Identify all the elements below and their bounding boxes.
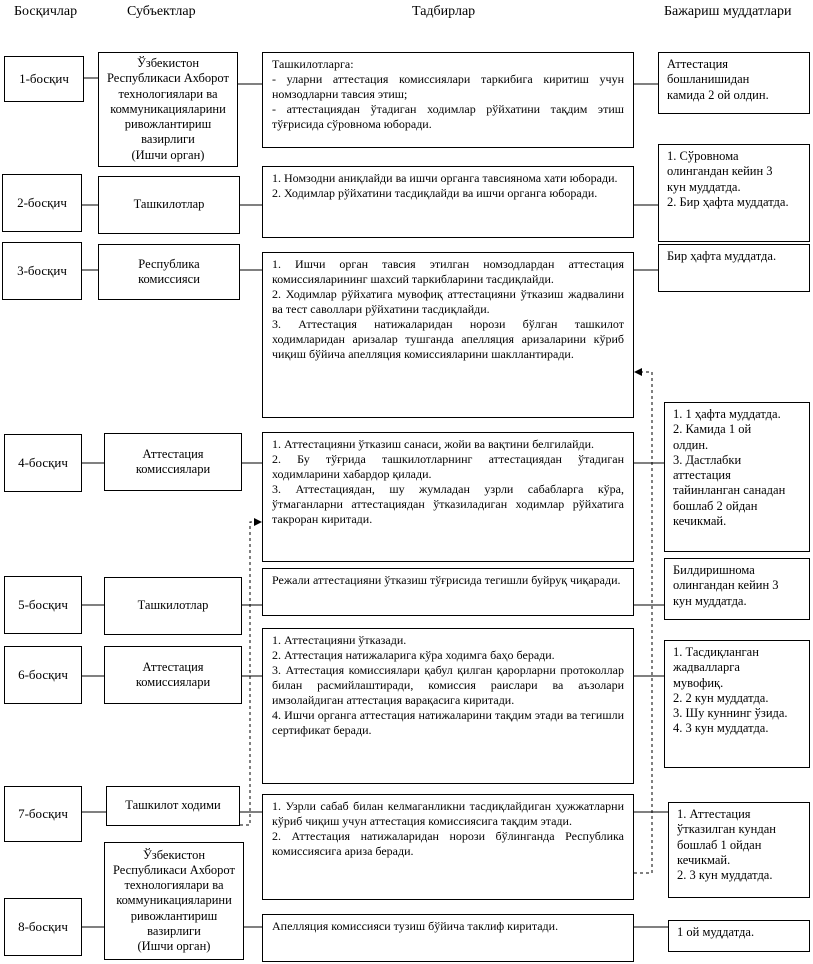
text-line: Аттестация	[142, 659, 204, 674]
stage-3: 3-босқич	[2, 242, 82, 300]
text-line: олингандан кейин 3	[667, 164, 773, 179]
text-line: Аттестация	[142, 446, 204, 461]
text-line: бошлаб 1 ойдан	[677, 837, 762, 852]
stage-2: 2-босқич	[2, 174, 82, 232]
deadline-5	[664, 558, 810, 620]
deadline-7-text	[677, 807, 801, 883]
text-line: Республикаси Ахборот	[107, 71, 229, 86]
text-line: 1. Аттестацияни ўтказади.	[272, 633, 407, 647]
deadline-4-text	[673, 407, 801, 529]
subject-2	[98, 176, 240, 234]
text-line: 1. Сўровнома	[667, 149, 739, 163]
text-line: 2. Бир ҳафта муддатда.	[667, 194, 789, 209]
text-line: коммуникацияларини	[116, 893, 232, 908]
text-line: вазирлиги	[147, 923, 201, 938]
text-line: Аттестация	[667, 57, 729, 71]
text-line: 2. Ходимлар рўйхатини тасдиқлайди ва ишчи органга юборади.	[272, 186, 598, 200]
text-line: ўтказилган кундан	[677, 822, 776, 837]
text-line: 2. Ходимлар рўйхатига мувофиқ аттестацияни ўтказиш жадвалини ва тест саволлари рўйхатини тасдиқлайди.	[272, 287, 624, 316]
text-line: Республикаси Ахборот	[113, 862, 235, 877]
text-line: 2. 3 кун муддатда.	[677, 868, 773, 882]
text-line: коммуникацияларини	[110, 101, 226, 116]
text-line: 1. Ишчи орган тавсия этилган номзодлардан аттестация комиссияларининг шахсий таркибларини тасдиқлайди.	[272, 257, 624, 286]
text-line: технологиялари ва	[124, 878, 224, 893]
text-line: кечикмай.	[673, 513, 727, 528]
activities-5	[262, 568, 634, 616]
text-line: 4. 3 кун муддатда.	[673, 721, 769, 736]
text-line: - уларни аттестация комиссиялари таркибига киритиш учун номзодларни тавсия этиш;	[272, 72, 624, 101]
text-line: 4. Ишчи органга аттестация натижаларини тақдим этади ва тегишли сертификат беради.	[272, 708, 624, 737]
subject-6	[104, 646, 242, 704]
stage-6: 6-босқич	[4, 646, 82, 704]
stage-1: 1-босқич	[4, 56, 84, 102]
header-stages: Босқичлар	[14, 4, 78, 19]
text-line: 1. Аттестация	[677, 807, 751, 821]
text-line: технологиялари ва	[118, 86, 218, 101]
activities-4-text	[272, 437, 624, 527]
text-line: мувофиқ.	[673, 675, 724, 690]
text-line: 1 ой муддатда.	[677, 925, 755, 939]
text-line: олдин.	[673, 437, 709, 452]
text-line: кун муддатда.	[667, 179, 741, 194]
text-line: 3. Аттестациядан, шу жумладан узрли сабабларга кўра, ўтмаганларни аттестациядан ўтказиладиган ходимлар рўйхатига такроран киритади.	[272, 482, 624, 526]
stage-8: 8-босқич	[4, 898, 82, 956]
activities-7-text	[272, 799, 624, 859]
subject-3-text	[138, 257, 200, 288]
subject-8	[104, 842, 244, 960]
deadline-1	[658, 52, 810, 114]
subject-4	[104, 433, 242, 491]
text-line: бошлаб 2 ойдан	[673, 498, 758, 513]
text-line: Ташкилотларга:	[272, 57, 354, 71]
activities-3	[262, 252, 634, 418]
text-line: бошланишидан	[667, 72, 750, 87]
deadline-8-text	[677, 925, 801, 940]
text-line: ривожлантириш	[130, 908, 218, 923]
text-line: 1. Номзодни аниқлайди ва ишчи органга тавсиянома хати юборади.	[272, 171, 618, 185]
text-line: Билдиришнома	[673, 563, 755, 577]
activities-4	[262, 432, 634, 562]
deadline-6	[664, 640, 810, 768]
text-line: 2. 2 кун муддатда.	[673, 690, 769, 705]
text-line: комиссиялари	[135, 675, 211, 689]
activities-1-text	[272, 57, 624, 132]
activities-3-text	[272, 257, 624, 362]
deadline-2	[658, 144, 810, 242]
text-line: жадвалларга	[673, 660, 740, 675]
deadline-1-text	[667, 57, 801, 103]
text-line: Ташкилотлар	[133, 197, 205, 212]
activities-7	[262, 794, 634, 900]
activities-6-text	[272, 633, 624, 738]
text-line: тайинланган санадан	[673, 483, 786, 498]
text-line: ривожлантириш	[124, 117, 212, 132]
text-line: Бир ҳафта муддатда.	[667, 249, 777, 263]
text-line: аттестация	[673, 468, 731, 482]
activities-1	[262, 52, 634, 148]
text-line: (Ишчи орган)	[137, 939, 211, 954]
subject-1	[98, 52, 238, 167]
text-line: Ташкилотлар	[137, 598, 209, 613]
text-line: 2. Аттестация натижаларидан норози бўлинганда Республика комиссиясига ариза беради.	[272, 829, 624, 858]
subject-3	[98, 244, 240, 300]
activities-2-text	[272, 171, 624, 201]
text-line: 3. Аттестация натижаларидан норози бўлган ташкилот ходимларидан аризалар тушганда апелляция аризаларини кўриб чиқиш бўйича апелляция комиссияларини шакллантиради.	[272, 317, 624, 361]
subject-4-text	[136, 447, 210, 478]
text-line: кун муддатда.	[673, 593, 747, 608]
text-line: (Ишчи орган)	[131, 147, 205, 162]
stage-7: 7-босқич	[4, 786, 82, 842]
subject-8-text	[113, 848, 235, 955]
activities-8	[262, 914, 634, 962]
text-line: 3. Аттестация комиссиялари қабул қилган қарорларни протоколлар билан расмийлаштиради, комиссия раислари ва аъзолари имзолайдиган аттестация варақасига киритади.	[272, 663, 624, 707]
deadline-6-text	[673, 645, 801, 737]
header-deadlines: Бажариш муддатлари	[664, 4, 792, 19]
text-line: Ташкилот ходими	[125, 798, 221, 813]
text-line: 2. Аттестация натижаларига кўра ходимга баҳо беради.	[272, 648, 555, 662]
deadline-3-text	[667, 249, 801, 264]
text-line: 1. Тасдиқланган	[673, 645, 759, 659]
deadline-7	[668, 802, 810, 898]
text-line: 3. Дастлабки	[673, 452, 742, 467]
text-line: камида 2 ой олдин.	[667, 87, 769, 102]
text-line: Республика	[138, 256, 200, 271]
subject-1-text	[107, 56, 229, 163]
deadline-8	[668, 920, 810, 952]
deadline-4	[664, 402, 810, 552]
text-line: комиссияси	[138, 272, 200, 286]
header-activities: Тадбирлар	[412, 4, 476, 19]
stage-4: 4-босқич	[4, 434, 82, 492]
subject-7	[106, 786, 240, 826]
subject-6-text	[136, 660, 210, 691]
text-line: 1. 1 ҳафта муддатда.	[673, 407, 781, 421]
text-line: комиссиялари	[135, 462, 211, 476]
activities-8-text	[272, 919, 624, 934]
text-line: 1. Аттестацияни ўтказиш санаси, жойи ва вақтини белгилайди.	[272, 437, 595, 451]
text-line: вазирлиги	[141, 132, 195, 147]
deadline-3	[658, 244, 810, 292]
text-line: олингандан кейин 3	[673, 578, 779, 593]
text-line: Ўзбекистон	[142, 847, 206, 862]
stage-5: 5-босқич	[4, 576, 82, 634]
text-line: 3. Шу куннинг ўзида.	[673, 706, 788, 720]
text-line: кечикмай.	[677, 852, 731, 867]
subject-2-text	[134, 197, 205, 212]
activities-5-text	[272, 573, 624, 588]
deadline-5-text	[673, 563, 801, 609]
header-subjects: Субъектлар	[127, 4, 196, 19]
subject-5-text	[138, 598, 209, 613]
text-line: 2. Бу тўғрида ташкилотларнинг аттестациядан ўтадиган ходимларини хабардор қилади.	[272, 452, 624, 481]
text-line: 2. Камида 1 ой	[673, 422, 752, 437]
text-line: - аттестациядан ўтадиган ходимлар рўйхатини тақдим этиш тўғрисида сўровнома юборади.	[272, 102, 624, 131]
subject-7-text	[125, 798, 220, 813]
text-line: Апелляция комиссияси тузиш бўйича таклиф киритади.	[272, 919, 559, 933]
deadline-2-text	[667, 149, 801, 210]
activities-2	[262, 166, 634, 238]
activities-6	[262, 628, 634, 784]
text-line: 1. Узрли сабаб билан келмаганликни тасдиқлайдиган ҳужжатларни кўриб чиқиш учун аттестация комиссиясига тақдим этади.	[272, 799, 624, 828]
text-line: Ўзбекистон	[136, 56, 200, 71]
text-line: Режали аттестацияни ўтказиш тўғрисида тегишли буйруқ чиқаради.	[272, 573, 621, 587]
subject-5	[104, 577, 242, 635]
